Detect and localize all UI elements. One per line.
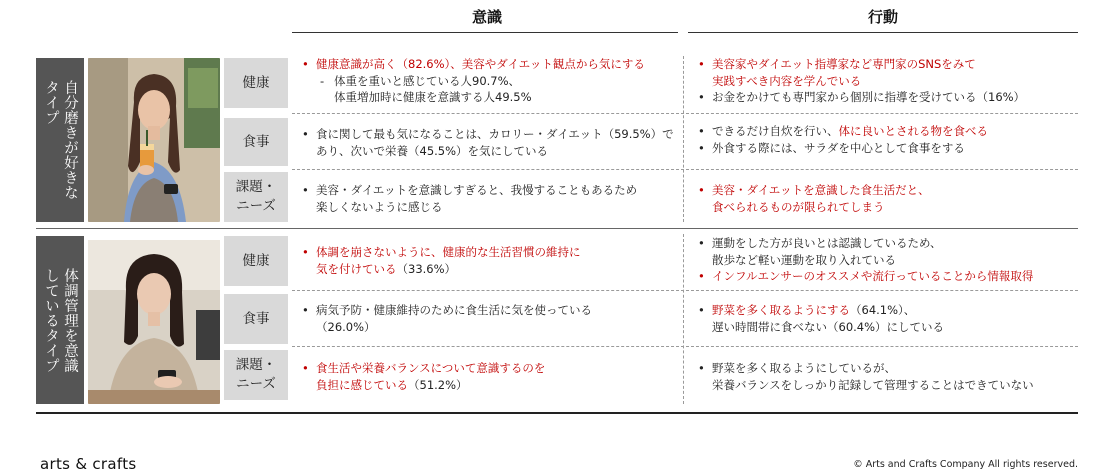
row-label-issues-needs: 課題・ ニーズ (224, 350, 288, 400)
group-label-text: 体調管理を意識 しているタイプ (43, 267, 78, 373)
row-divider (292, 290, 1078, 291)
highlight-text: 野菜を多く取るようにする (712, 303, 850, 317)
column-divider (683, 234, 684, 404)
bullet-item: • 健康意識が高く（82.6%）、美容やダイエット観点から気にする (300, 56, 678, 73)
g1-meal-awareness-cell (300, 126, 678, 159)
g1-issues-awareness-cell (300, 182, 678, 215)
group-separator (36, 228, 1078, 229)
row-label-health: 健康 (224, 236, 288, 286)
bullet-item: • 美容・ダイエットを意識しすぎると、我慢することもあるため 楽しくないように感じる (300, 182, 678, 215)
row-divider (292, 346, 1078, 347)
row-label-meal: 食事 (224, 118, 288, 166)
row-divider (292, 113, 1078, 114)
copyright-text: © Arts and Crafts Company All rights reserved. (853, 459, 1078, 470)
bottom-rule (36, 412, 1078, 414)
action-column-header: 行動 (867, 8, 898, 26)
group-label-self-improvement (36, 58, 84, 222)
plain-text: できるだけ自炊を行い、 (712, 124, 839, 138)
bullet-item: • 外食する際には、サラダを中心として食事をする (696, 140, 1080, 157)
company-logo: arts & crafts (40, 455, 137, 473)
g2-issues-awareness-cell (300, 360, 678, 393)
g2-health-awareness-cell (300, 244, 678, 277)
plain-text: （51.2%） (408, 377, 468, 392)
row-divider (292, 169, 1078, 170)
group-label-health-management (36, 236, 84, 404)
column-divider (683, 56, 684, 222)
bullet-item: • お金をかけても専門家から個別に指導を受けている（16%） (696, 89, 1080, 106)
header-underline-awareness (292, 32, 678, 33)
group-label-text: 自分磨きが好きな タイプ (43, 80, 78, 200)
highlight-text: 体に良いとされる物を食べる (838, 124, 988, 138)
highlight-text: 体調を崩さないように、健康的な生活習慣の維持に 気を付けている (316, 245, 581, 276)
awareness-column-header: 意識 (471, 8, 502, 26)
g1-health-action-cell (696, 56, 1080, 106)
plain-text: （33.6%） (396, 261, 457, 276)
bullet-item: • 運動をした方が良いとは認識しているため、 散歩など軽い運動を取り入れている (696, 235, 1080, 268)
bullet-item: • インフルエンサーのオススメや流行っていることから情報取得 (696, 268, 1080, 285)
bullet-item (696, 302, 1080, 335)
header-underline-action (688, 32, 1078, 33)
bullet-item: • 食に関して最も気になることは、カロリー・ダイエット（59.5%）で あり、次いで栄養（45.5%）を気にしている (300, 126, 678, 159)
woman-drinking-smoothie-photo (88, 58, 220, 222)
g2-meal-action-cell (696, 302, 1080, 335)
highlight-text: 食生活や栄養バランスについて意識するのを 負担に感じている (316, 361, 546, 392)
sub-item: - 体重を重いと感じている人90.7%、 体重増加時に健康を意識する人49.5% (300, 73, 678, 106)
bullet-item (300, 244, 678, 277)
bullet-item: • 美容家やダイエット指導家など専門家のSNSをみて 実践すべき内容を学んでいる (696, 56, 1080, 89)
row-label-health: 健康 (224, 58, 288, 108)
bullet-item (696, 123, 1080, 140)
g1-meal-action-cell (696, 123, 1080, 156)
bullet-item (300, 360, 678, 393)
bullet-item: • 野菜を多く取るようにしているが、 栄養バランスをしっかり記録して管理することはできていない (696, 360, 1080, 393)
g1-issues-action-cell (696, 182, 1080, 215)
woman-with-phone-photo (88, 240, 220, 404)
g1-health-awareness-cell (300, 56, 678, 106)
g2-issues-action-cell (696, 360, 1080, 393)
bullet-item: • 美容・ダイエットを意識した食生活だと、 食べられるものが限られてしまう (696, 182, 1080, 215)
bullet-item: • 病気予防・健康維持のために食生活に気を使っている （26.0%） (300, 302, 678, 335)
row-label-issues-needs: 課題・ ニーズ (224, 172, 288, 222)
row-label-meal: 食事 (224, 294, 288, 344)
plain-text: （64.1%）、 遅い時間帯に食べない（60.4%）にしている (712, 303, 945, 334)
g2-health-action-cell (696, 235, 1080, 285)
g2-meal-awareness-cell (300, 302, 678, 335)
